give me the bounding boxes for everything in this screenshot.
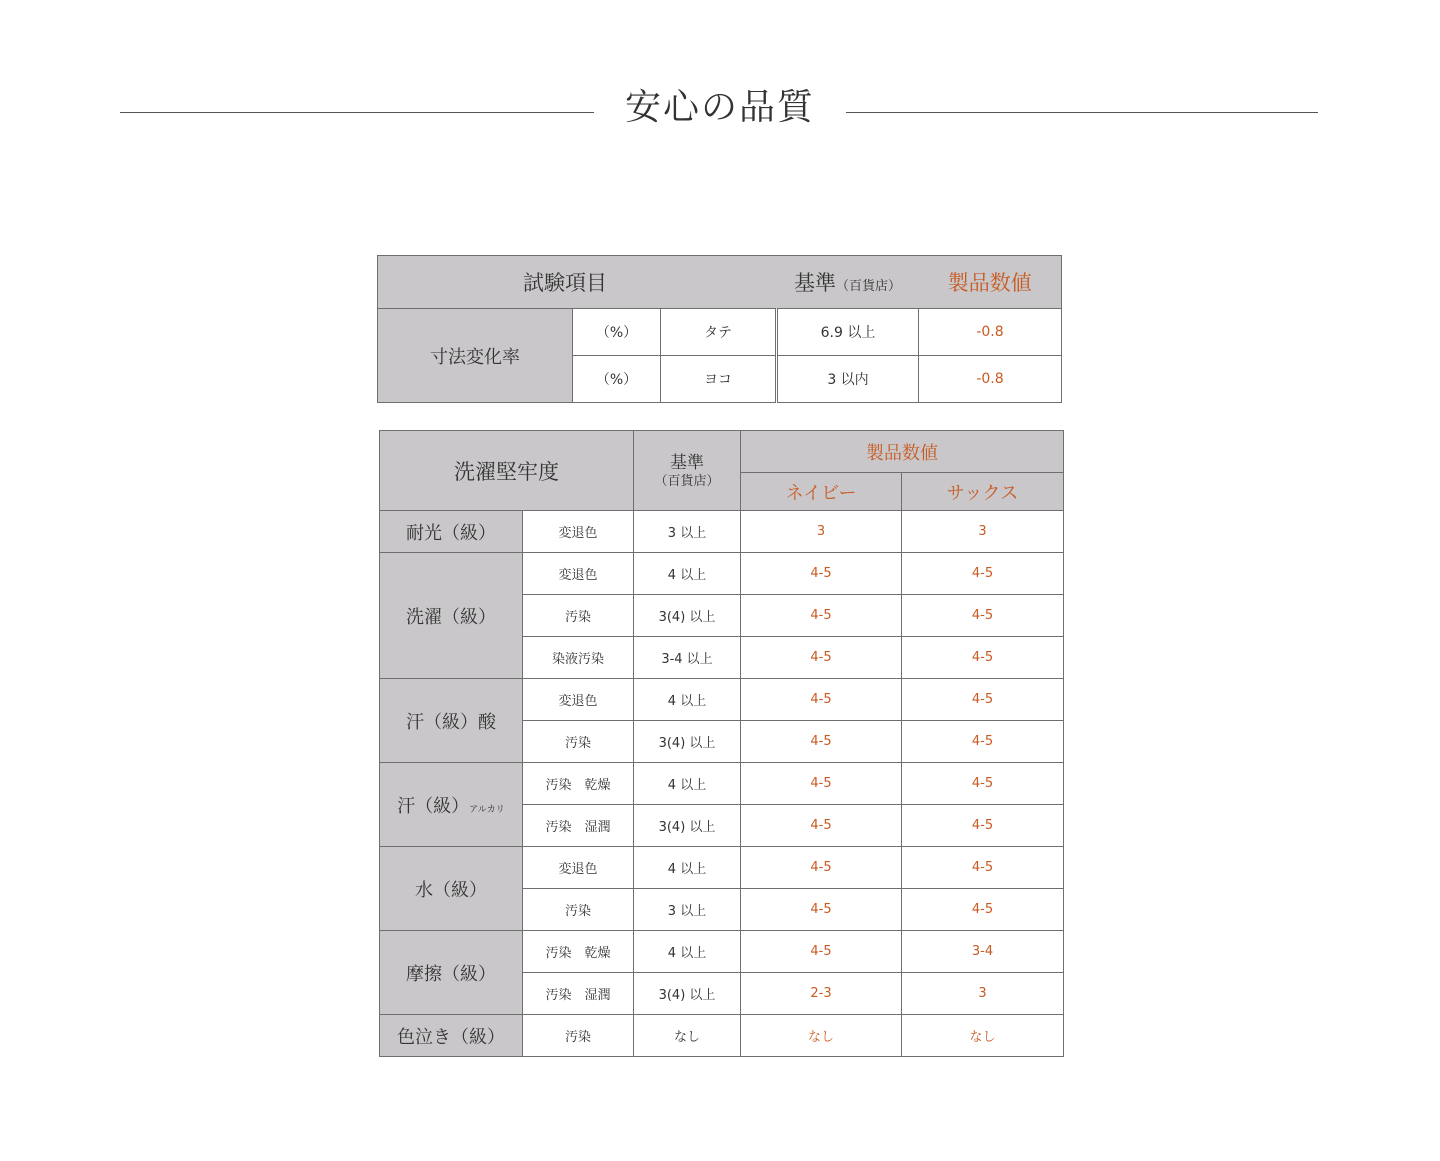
value-cell-navy: 4-5 [741,847,902,889]
standard-cell: 4 以上 [634,763,741,805]
standard-cell: 3(4) 以上 [634,805,741,847]
item-cell: 汚染 湿潤 [523,805,634,847]
item-cell: 汚染 [523,889,634,931]
category-label: 耐光（級） [406,522,496,544]
category-note: アルカリ [469,804,505,815]
fastness-category [380,511,523,553]
value-cell: -0.8 [919,309,1062,356]
standard-cell: 6.9 以上 [777,309,919,356]
dimension-change-table [377,255,1062,403]
value-cell-sax: 3 [902,511,1064,553]
table-row [380,847,1064,889]
value-cell: -0.8 [919,356,1062,403]
header-standard [777,256,919,309]
value-cell-navy: 2-3 [741,973,902,1015]
category-label: 汗（級） [397,795,470,817]
header-color-sax: サックス [902,473,1064,511]
value-cell-navy: なし [741,1015,902,1057]
fastness-title: 洗濯堅牢度 [380,431,634,511]
value-cell-navy: 4-5 [741,553,902,595]
item-cell: 汚染 [523,721,634,763]
standard-cell: 3 以上 [634,511,741,553]
standard-label: 基準 [670,452,704,473]
unit-cell: （%） [573,356,661,403]
standard-cell: 3 以内 [777,356,919,403]
item-cell: 変退色 [523,511,634,553]
value-cell-navy: 4-5 [741,721,902,763]
dimension-category: 寸法変化率 [378,309,573,403]
value-cell-sax: 4-5 [902,679,1064,721]
fastness-category [380,553,523,679]
header-product-value [919,256,1062,309]
value-cell-sax: 4-5 [902,847,1064,889]
value-cell-sax: 3 [902,973,1064,1015]
header-product-value: 製品数値 [741,431,1064,473]
value-cell-navy: 4-5 [741,805,902,847]
standard-cell: 4 以上 [634,679,741,721]
value-cell-sax: 4-5 [902,595,1064,637]
value-cell-sax: 4-5 [902,763,1064,805]
standard-cell: 4 以上 [634,847,741,889]
standard-note: （百貨店） [654,473,720,489]
category-label: 汗（級）酸 [406,711,496,733]
standard-note: （百貨店） [835,279,901,294]
header-standard [634,431,741,511]
value-cell-navy: 4-5 [741,763,902,805]
value-cell-sax: 4-5 [902,637,1064,679]
item-cell: 汚染 [523,1015,634,1057]
test-item-label: 試験項目 [523,271,607,295]
standard-cell: 3(4) 以上 [634,721,741,763]
category-label: 摩擦（級） [406,963,496,985]
header-color-navy: ネイビー [741,473,902,511]
table-row [380,679,1064,721]
fastness-category [380,1015,523,1057]
value-cell-navy: 4-5 [741,931,902,973]
direction-cell: タテ [661,309,777,356]
fastness-category [380,763,523,847]
item-cell: 変退色 [523,553,634,595]
value-cell-navy: 4-5 [741,637,902,679]
category-label: 色泣き（級） [397,1026,505,1048]
standard-cell: 3-4 以上 [634,637,741,679]
table-row [380,763,1064,805]
item-cell: 汚染 乾燥 [523,931,634,973]
color-fastness-table [379,430,1064,1057]
standard-cell: なし [634,1015,741,1057]
standard-cell: 3(4) 以上 [634,973,741,1015]
value-cell-navy: 4-5 [741,679,902,721]
item-cell: 染液汚染 [523,637,634,679]
standard-cell: 4 以上 [634,931,741,973]
table-row [380,511,1064,553]
page-header [120,80,1318,144]
table-row [380,931,1064,973]
table-row [380,553,1064,595]
item-cell: 汚染 湿潤 [523,973,634,1015]
table-row [378,309,1062,356]
title-divider-right [846,112,1318,113]
value-cell-sax: 4-5 [902,805,1064,847]
value-cell-sax: 4-5 [902,553,1064,595]
value-cell-navy: 4-5 [741,889,902,931]
item-cell: 汚染 [523,595,634,637]
direction-cell: ヨコ [661,356,777,403]
value-cell-sax: 4-5 [902,721,1064,763]
item-cell: 変退色 [523,847,634,889]
unit-cell: （%） [573,309,661,356]
title-divider-left [120,112,594,113]
standard-cell: 3 以上 [634,889,741,931]
category-label: 洗濯（級） [406,606,496,628]
value-cell-sax: 4-5 [902,889,1064,931]
fastness-category [380,847,523,931]
standard-label: 基準 [793,271,836,295]
header-test-item [378,256,777,309]
standard-cell: 4 以上 [634,553,741,595]
value-cell-navy: 4-5 [741,595,902,637]
value-cell-sax: なし [902,1015,1064,1057]
product-value-label: 製品数値 [947,271,1032,295]
category-label: 水（級） [415,879,487,901]
item-cell: 変退色 [523,679,634,721]
table-row [380,1015,1064,1057]
fastness-category [380,679,523,763]
standard-cell: 3(4) 以上 [634,595,741,637]
value-cell-navy: 3 [741,511,902,553]
value-cell-sax: 3-4 [902,931,1064,973]
item-cell: 汚染 乾燥 [523,763,634,805]
fastness-category [380,931,523,1015]
page-title: 安心の品質 [624,87,815,128]
